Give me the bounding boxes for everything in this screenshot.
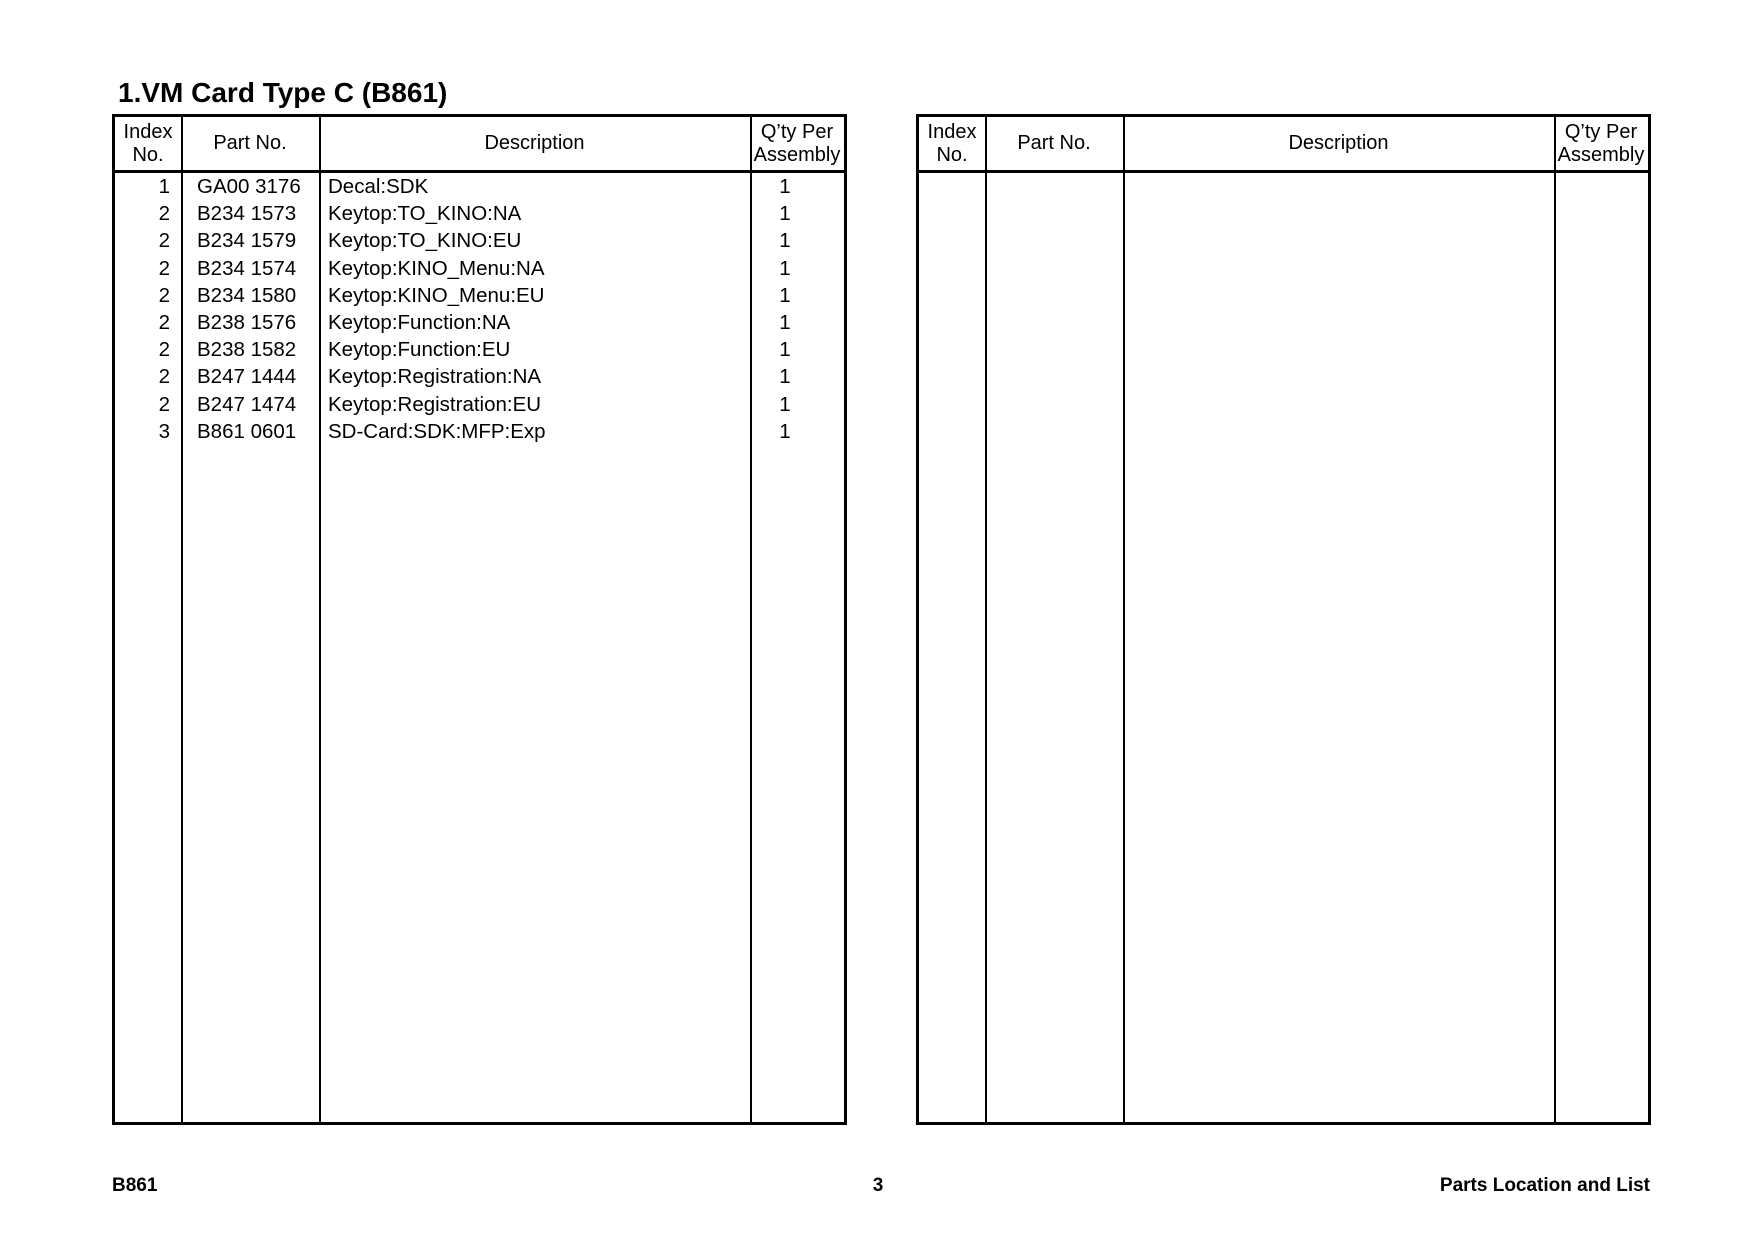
part-no-cell: B234 1580 (197, 283, 297, 307)
header-index-line2: No. (132, 143, 164, 166)
qty-cell: 1 (779, 311, 791, 334)
index-cell: 2 (158, 256, 170, 280)
index-cell: 2 (158, 311, 170, 334)
description-cell: Keytop:TO_KINO:NA (328, 202, 522, 226)
header-qty-line1: Q’ty Per (760, 120, 834, 143)
qty-cell: 1 (779, 419, 791, 443)
index-cell: 2 (158, 338, 170, 362)
header-description (319, 117, 750, 170)
index-cell: 2 (158, 392, 170, 416)
page-title: 1.VM Card Type C (B861) (118, 77, 448, 108)
header-description-label: Description (1288, 132, 1389, 154)
description-cell: Keytop:KINO_Menu:EU (328, 283, 545, 307)
header-qty-per-assembly (750, 117, 844, 170)
header-description-label: Description (484, 132, 585, 154)
qty-cell: 1 (779, 229, 791, 253)
table-row (115, 173, 844, 200)
column-divider (1123, 117, 1125, 1122)
index-cell: 2 (158, 365, 170, 389)
footer-model: B861 (112, 1175, 158, 1196)
part-no-cell: GA00 3176 (197, 175, 301, 198)
header-index-line2: No. (936, 143, 968, 166)
qty-cell: 1 (779, 283, 791, 307)
table-row (115, 255, 844, 282)
table-row (115, 282, 844, 309)
qty-cell: 1 (779, 338, 791, 362)
header-qty-line2: Assembly (1557, 143, 1645, 166)
description-cell: Keytop:Registration:NA (328, 365, 542, 389)
header-index-no (919, 117, 985, 170)
part-no-cell: B234 1573 (197, 202, 297, 226)
header-index-no (115, 117, 181, 170)
table-row (115, 363, 844, 390)
qty-cell: 1 (779, 175, 791, 198)
footer-section-title: Parts Location and List (1439, 1175, 1650, 1196)
table-row (115, 418, 844, 445)
description-cell: Keytop:TO_KINO:EU (328, 229, 522, 253)
part-no-cell: B861 0601 (197, 419, 297, 443)
description-cell: SD-Card:SDK:MFP:Exp (328, 419, 546, 443)
header-divider (919, 170, 1648, 173)
header-qty-line2: Assembly (753, 143, 841, 166)
index-cell: 1 (158, 175, 170, 198)
part-no-cell: B238 1582 (197, 338, 297, 362)
parts-table-left (112, 114, 847, 1125)
header-description (1123, 117, 1554, 170)
header-qty-line1: Q’ty Per (1564, 120, 1638, 143)
table-row (115, 309, 844, 336)
index-cell: 2 (158, 229, 170, 253)
description-cell: Decal:SDK (328, 175, 429, 198)
table-row (115, 336, 844, 363)
header-index-line1: Index (123, 120, 173, 143)
header-part-no (985, 117, 1123, 170)
table-row (115, 227, 844, 254)
description-cell: Keytop:Registration:EU (328, 392, 542, 416)
part-no-cell: B234 1579 (197, 229, 297, 253)
description-cell: Keytop:KINO_Menu:NA (328, 256, 545, 280)
header-index-line1: Index (927, 120, 977, 143)
qty-cell: 1 (779, 365, 791, 389)
parts-table-right (916, 114, 1651, 1125)
qty-cell: 1 (779, 392, 791, 416)
part-no-cell: B247 1444 (197, 365, 297, 389)
part-no-cell: B234 1574 (197, 256, 297, 280)
description-cell: Keytop:Function:EU (328, 338, 511, 362)
index-cell: 3 (158, 419, 170, 443)
footer-page-number: 3 (872, 1175, 884, 1196)
header-part-no (181, 117, 319, 170)
header-part-no-label: Part No. (1017, 132, 1091, 154)
description-cell: Keytop:Function:NA (328, 311, 511, 334)
qty-cell: 1 (779, 256, 791, 280)
header-qty-per-assembly (1554, 117, 1648, 170)
header-part-no-label: Part No. (213, 132, 287, 154)
part-no-cell: B247 1474 (197, 392, 297, 416)
table-row (115, 391, 844, 418)
column-divider (985, 117, 987, 1122)
column-divider (1554, 117, 1556, 1122)
index-cell: 2 (158, 202, 170, 226)
table-row (115, 200, 844, 227)
part-no-cell: B238 1576 (197, 311, 297, 334)
qty-cell: 1 (779, 202, 791, 226)
index-cell: 2 (158, 283, 170, 307)
